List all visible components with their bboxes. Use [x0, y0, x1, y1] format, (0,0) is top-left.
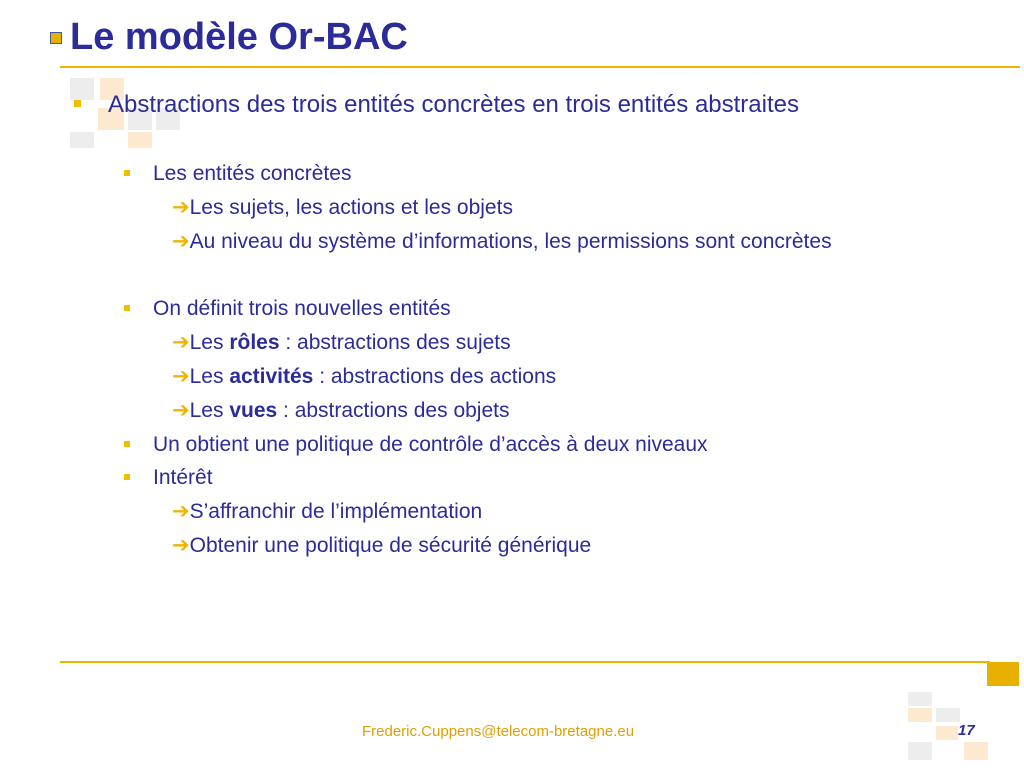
footer-divider: [60, 661, 990, 663]
decoration-square: [936, 708, 960, 722]
arrow-item-text: S’affranchir de l’implémentation: [189, 500, 483, 523]
arrow-right-icon: ➔: [172, 500, 190, 523]
item-suffix: : abstractions des sujets: [279, 331, 511, 354]
item-prefix: Les: [189, 331, 230, 354]
title-divider: [60, 66, 1020, 68]
arrow-item-roles: [172, 330, 1012, 356]
arrow-right-icon: ➔: [172, 230, 190, 253]
arrow-item: [172, 229, 1012, 255]
main-bullet-text: Abstractions des trois entités concrètes en trois entités abstraites: [108, 91, 799, 118]
slide-title: Le modèle Or-BAC: [70, 16, 408, 58]
bullet-square-icon: [124, 170, 130, 176]
decoration-square: [964, 742, 988, 760]
footer-email: Frederic.Cuppens@telecom-bretagne.eu: [362, 723, 635, 740]
decoration-square: [908, 692, 932, 706]
bullet-text: On définit trois nouvelles entités: [153, 297, 451, 320]
decoration-square: [128, 132, 152, 148]
page-number: 17: [958, 722, 975, 739]
item-prefix: Les: [189, 399, 230, 422]
bullet-square-icon: [124, 441, 130, 447]
bullet-text: Les entités concrètes: [153, 162, 352, 185]
decoration-square: [936, 726, 958, 740]
title-marker: [50, 32, 62, 44]
arrow-item-text: Au niveau du système d’informations, les permissions sont concrètes: [189, 230, 832, 253]
decoration-square: [70, 132, 94, 148]
item-keyword: vues: [229, 399, 278, 422]
bullet-square-icon: [74, 100, 81, 107]
arrow-right-icon: ➔: [172, 331, 190, 354]
arrow-item-text: Les sujets, les actions et les objets: [189, 196, 513, 219]
item-suffix: : abstractions des actions: [313, 365, 557, 388]
arrow-item: [172, 499, 1012, 525]
decoration-square: [70, 78, 94, 100]
item-keyword: rôles: [229, 331, 280, 354]
arrow-item-text: Obtenir une politique de sécurité générique: [189, 534, 592, 557]
item-keyword: activités: [229, 365, 314, 388]
bullet-text: Intérêt: [153, 466, 213, 489]
arrow-right-icon: ➔: [172, 196, 190, 219]
decoration-gold-block: [987, 662, 1019, 686]
arrow-item: [172, 195, 1012, 221]
arrow-right-icon: ➔: [172, 399, 190, 422]
bullet-square-icon: [124, 474, 130, 480]
decoration-square: [908, 742, 932, 760]
arrow-item-activities: [172, 364, 1012, 390]
arrow-item-views: [172, 398, 1012, 424]
arrow-right-icon: ➔: [172, 534, 190, 557]
arrow-item: [172, 533, 1012, 559]
item-prefix: Les: [189, 365, 230, 388]
arrow-right-icon: ➔: [172, 365, 190, 388]
decoration-square: [908, 708, 932, 722]
bullet-square-icon: [124, 305, 130, 311]
bullet-text: Un obtient une politique de contrôle d’accès à deux niveaux: [153, 433, 708, 456]
item-suffix: : abstractions des objets: [277, 399, 510, 422]
